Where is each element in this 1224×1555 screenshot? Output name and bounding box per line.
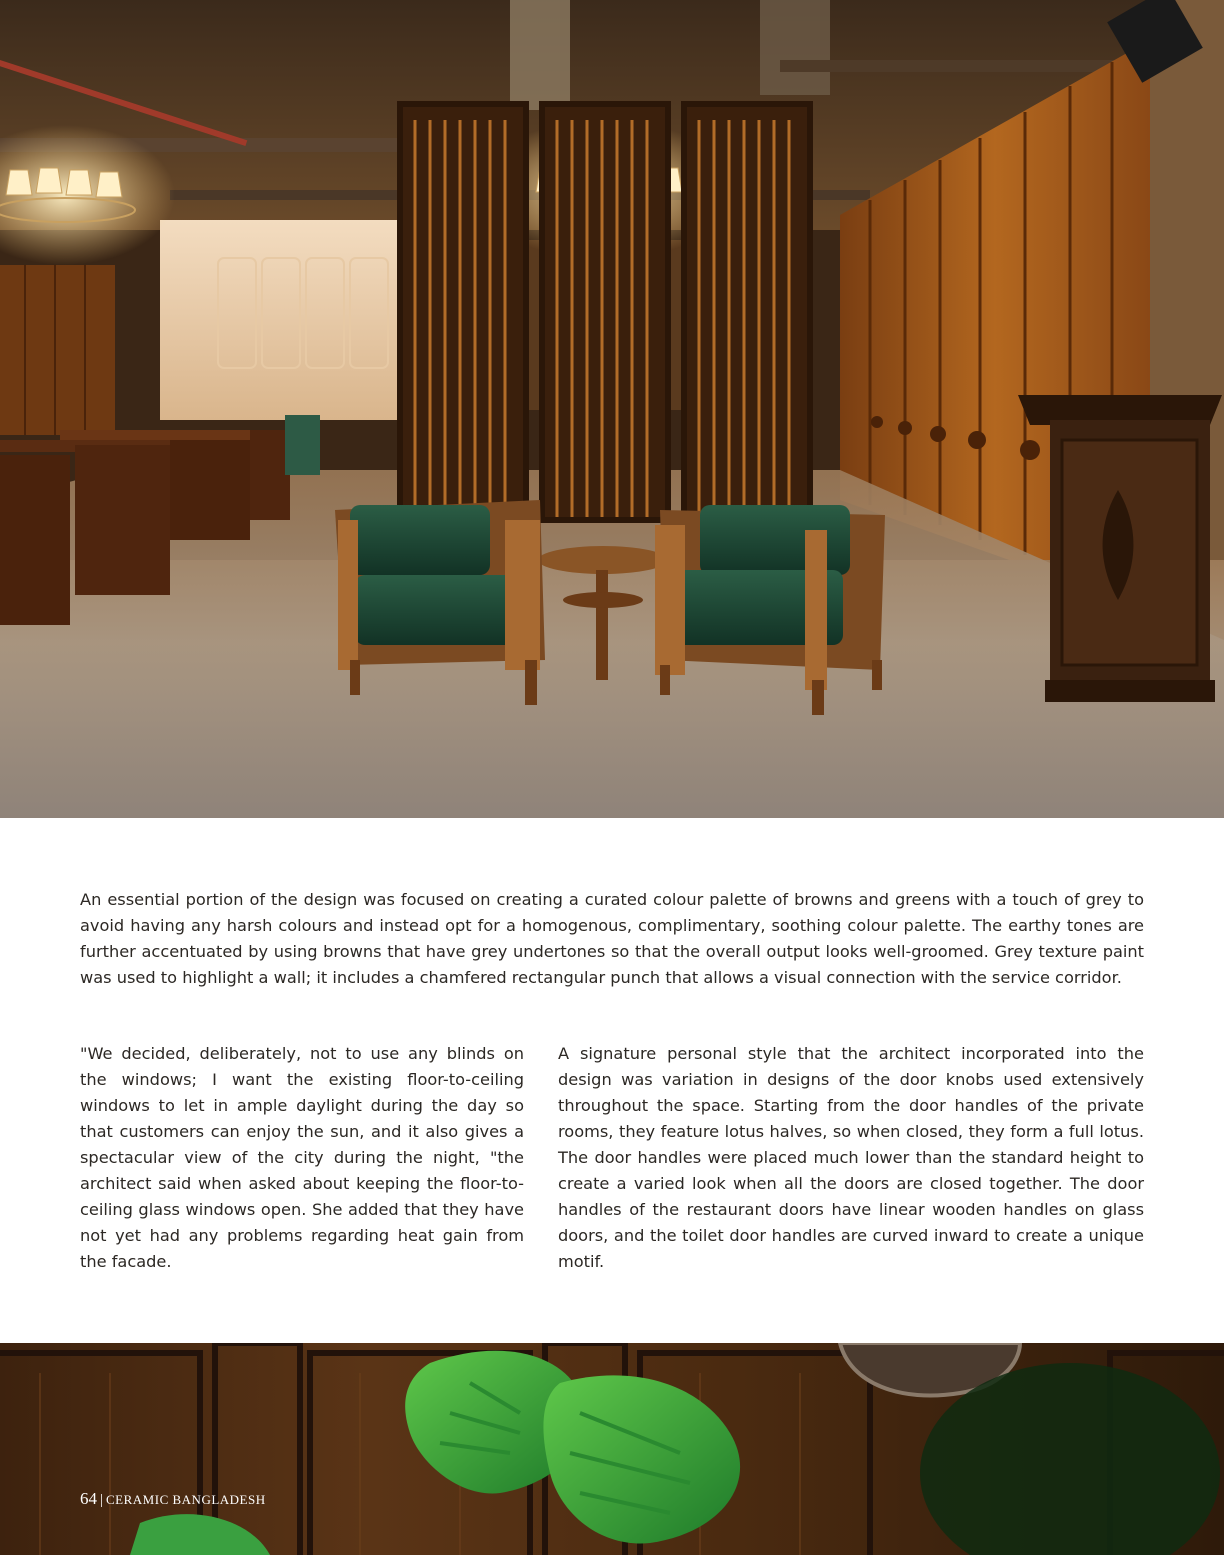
magazine-name: CERAMIC BANGLADESH — [106, 1492, 266, 1507]
left-column-paragraph: "We decided, deliberately, not to use any blinds on the windows; I want the existing floor-to-ceiling windows to let in ample daylight during the day so that customers can enjoy the sun, and it also gives a spectacular view of the city during the night, "the architect said when asked about keeping the floor-to-ceiling glass windows open. She added that they have not yet had any problems regarding heat gain from the facade. — [80, 1044, 524, 1271]
footer-separator: | — [100, 1492, 104, 1508]
page-number: 64 — [80, 1489, 97, 1508]
wood-panel-illustration — [0, 1343, 1224, 1555]
intro-paragraph: An essential portion of the design was focused on creating a curated colour palette of browns and greens with a touch of grey to avoid having any harsh colours and instead opt for a homogenous, complimentary, soothing colour palette. The earthy tones are further accentuated by using browns that have grey undertones so that the overall output looks well-groomed. Grey texture paint was used to highlight a wall; it includes a chamfered rectangular punch that allows a visual connection with the service corridor. — [80, 890, 1144, 987]
wood-panel-monstera-photo — [0, 1343, 1224, 1555]
right-column-paragraph: A signature personal style that the architect incorporated into the design was variation in designs of the door knobs used extensively throughout the space. Starting from the door handles of the private rooms, they feature lotus halves, so when closed, they form a full lotus. The door handles were placed much lower than the standard height to create a varied look when all the doors are closed together. The door handles of the restaurant doors have linear wooden handles on glass doors, and the toilet door handles are curved inward to create a unique motif. — [558, 1044, 1144, 1271]
page-footer — [80, 1489, 266, 1509]
